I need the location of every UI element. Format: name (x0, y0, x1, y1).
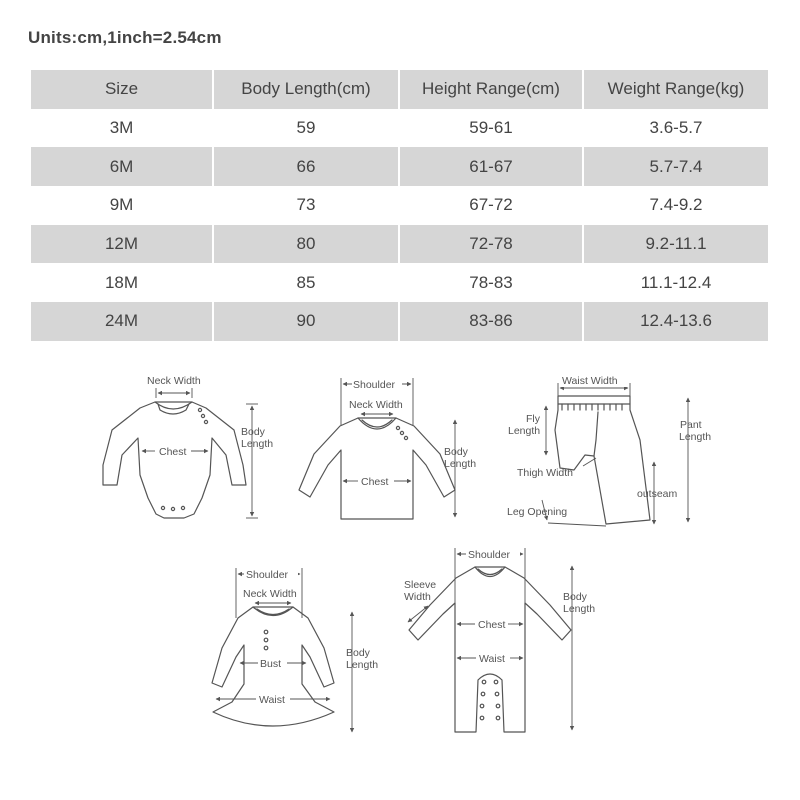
cell-size: 3M (31, 109, 213, 148)
pants-fly-length-label: Fly (526, 413, 540, 425)
bodysuit-body-length-label-line2: Length (241, 438, 274, 450)
cell-weight-range: 9.2-11.1 (583, 225, 768, 264)
tshirt-outline (299, 418, 455, 519)
pants-thigh-width-label: Thigh Width (517, 467, 574, 479)
tshirt-body-length-label-line2: Length (444, 458, 477, 470)
cell-size: 12M (31, 225, 213, 264)
cell-height-range: 67-72 (399, 186, 583, 225)
pants-waist-width-label: Waist Width (562, 375, 618, 387)
romper-body-length-label-line2: Length (563, 603, 596, 615)
dress-diagram (212, 568, 378, 732)
cell-height-range: 61-67 (399, 147, 583, 186)
cell-size: 24M (31, 302, 213, 341)
units-note: Units:cm,1inch=2.54cm (28, 28, 222, 47)
cell-body-length: 66 (213, 147, 399, 186)
cell-body-length: 90 (213, 302, 399, 341)
romper-sleeve-width-label: Sleeve (404, 579, 437, 591)
dress-collar (257, 609, 289, 615)
dress-bust-label: Bust (260, 658, 282, 670)
cell-size: 9M (31, 186, 213, 225)
column-header-size: Size (31, 70, 213, 109)
romper-waist-label: Waist (479, 653, 505, 665)
romper-diagram (404, 548, 595, 732)
pants-outline (555, 396, 650, 524)
romper-shoulder-label: Shoulder (468, 549, 511, 561)
cell-weight-range: 12.4-13.6 (583, 302, 768, 341)
cell-size: 6M (31, 147, 213, 186)
cell-height-range: 83-86 (399, 302, 583, 341)
column-header-height-range: Height Range(cm) (399, 70, 583, 109)
cell-weight-range: 5.7-7.4 (583, 147, 768, 186)
bodysuit-neck-width-label: Neck Width (147, 375, 201, 387)
dress-body-length-label: Body (346, 647, 370, 659)
bodysuit-body-length-label: Body (241, 426, 265, 438)
romper-sleeve-width-label-line2: Width (404, 591, 431, 603)
bodysuit-diagram (103, 375, 273, 518)
cell-body-length: 80 (213, 225, 399, 264)
romper-body-length-label: Body (563, 591, 587, 603)
cell-weight-range: 3.6-5.7 (649, 118, 703, 138)
cell-body-length: 73 (213, 186, 399, 225)
romper-chest-label: Chest (478, 619, 506, 631)
column-header-weight-range: Weight Range(kg) (583, 70, 768, 109)
tshirt-shoulder-label: Shoulder (353, 379, 396, 391)
cell-size: 18M (31, 263, 213, 302)
bodysuit-outline (103, 402, 246, 518)
column-header-body-length: Body Length(cm) (213, 70, 399, 109)
pants-diagram (507, 375, 711, 526)
bodysuit-chest-label: Chest (159, 446, 187, 458)
pants-waistband (562, 404, 622, 410)
pants-fly-length-label-line2: Length (508, 425, 541, 437)
cell-weight-range: 7.4-9.2 (649, 195, 703, 215)
pants-fly-seam (594, 412, 598, 456)
tshirt-diagram (299, 378, 476, 519)
dress-body-length-label-line2: Length (346, 659, 379, 671)
pants-leg-opening-label: Leg Opening (507, 506, 568, 518)
pants-pant-length-label-line2: Length (679, 431, 712, 443)
pants-outseam-label: outseam (637, 488, 678, 500)
cell-height-range: 78-83 (399, 263, 583, 302)
cell-body-length: 59 (213, 109, 399, 148)
cell-height-range: 72-78 (399, 225, 583, 264)
dress-shoulder-label: Shoulder (246, 569, 289, 581)
cell-weight-range: 11.1-12.4 (640, 272, 712, 292)
dress-neck-width-label: Neck Width (243, 588, 297, 600)
tshirt-body-length-label: Body (444, 446, 468, 458)
tshirt-neck-width-label: Neck Width (349, 399, 403, 411)
cell-height-range: 59-61 (399, 109, 583, 148)
tshirt-chest-label: Chest (361, 476, 389, 488)
romper-outline (409, 567, 571, 732)
pants-pant-length-label: Pant (680, 419, 702, 431)
dress-waist-label: Waist (259, 694, 285, 706)
cell-body-length: 85 (213, 263, 399, 302)
